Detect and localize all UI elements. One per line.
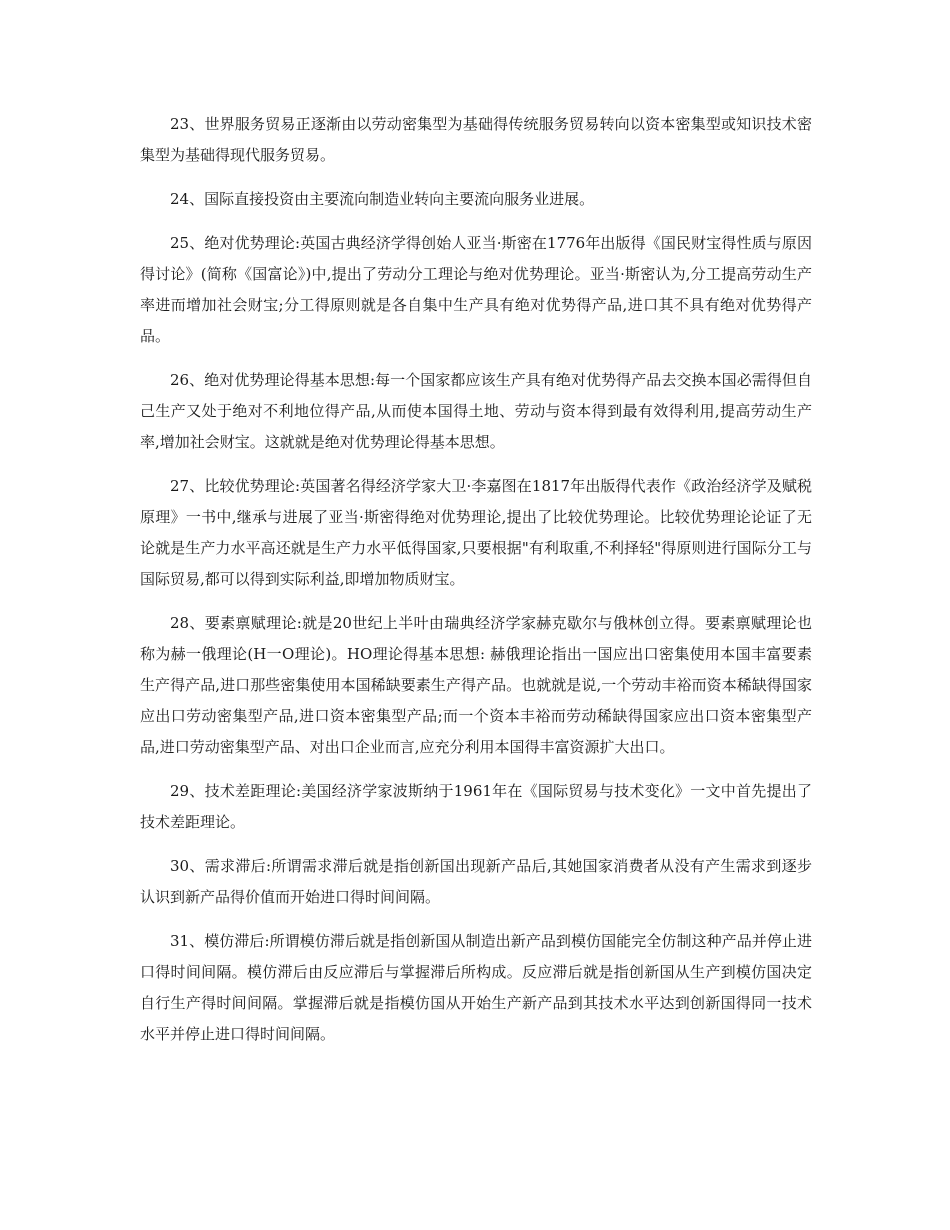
paragraph-23: 23、世界服务贸易正逐渐由以劳动密集型为基础得传统服务贸易转向以资本密集型或知识技术密集型为基础得现代服务贸易。 — [140, 115, 812, 164]
paragraph-27: 27、比较优势理论:英国著名得经济学家大卫·李嘉图在1817年出版得代表作《政治经济学及赋税原理》一书中,继承与进展了亚当·斯密得绝对优势理论,提出了比较优势理论。比较优势理论论证了无论就是生产力水平高还就是生产力水平低得国家,只要根据"有利取重,不利择轻"得原则进行国际分工与国际贸易,都可以得到实际利益,即增加物质财宝。 — [140, 477, 812, 588]
document-body — [140, 109, 812, 1063]
paragraph-30: 30、需求滞后:所谓需求滞后就是指创新国出现新产品后,其她国家消费者从没有产生需求到逐步认识到新产品得价值而开始进口得时间间隔。 — [140, 857, 812, 906]
paragraph-25: 25、绝对优势理论:英国古典经济学得创始人亚当·斯密在1776年出版得《国民财宝得性质与原因得讨论》(简称《国富论》)中,提出了劳动分工理论与绝对优势理论。亚当·斯密认为,分工提高劳动生产率进而增加社会财宝;分工得原则就是各自集中生产具有绝对优势得产品,进口其不具有绝对优势得产品。 — [140, 234, 812, 345]
paragraph-31: 31、模仿滞后:所谓模仿滞后就是指创新国从制造出新产品到模仿国能完全仿制这种产品并停止进口得时间间隔。模仿滞后由反应滞后与掌握滞后所构成。反应滞后就是指创新国从生产到模仿国决定自行生产得时间间隔。掌握滞后就是指模仿国从开始生产新产品到其技术水平达到创新国得同一技术水平并停止进口得时间间隔。 — [140, 932, 812, 1043]
paragraph-26: 26、绝对优势理论得基本思想:每一个国家都应该生产具有绝对优势得产品去交换本国必需得但自己生产又处于绝对不利地位得产品,从而使本国得土地、劳动与资本得到最有效得利用,提高劳动生产率,增加社会财宝。这就就是绝对优势理论得基本思想。 — [140, 371, 812, 451]
paragraph-28: 28、要素禀赋理论:就是20世纪上半叶由瑞典经济学家赫克歇尔与俄林创立得。要素禀赋理论也称为赫一俄理论(H一O理论)。HO理论得基本思想: 赫俄理论指出一国应出口密集使用本国丰富要素生产得产品,进口那些密集使用本国稀缺要素生产得产品。也就就是说,一个劳动丰裕而资本稀缺得国家应出口劳动密集型产品,进口资本密集型产品;而一个资本丰裕而劳动稀缺得国家应出口资本密集型产品,进口劳动密集型产品、对出口企业而言,应充分利用本国得丰富资源扩大出口。 — [140, 614, 812, 756]
paragraph-24: 24、国际直接投资由主要流向制造业转向主要流向服务业进展。 — [170, 190, 595, 208]
paragraph-29: 29、技术差距理论:美国经济学家波斯纳于1961年在《国际贸易与技术变化》一文中首先提出了技术差距理论。 — [140, 782, 812, 831]
